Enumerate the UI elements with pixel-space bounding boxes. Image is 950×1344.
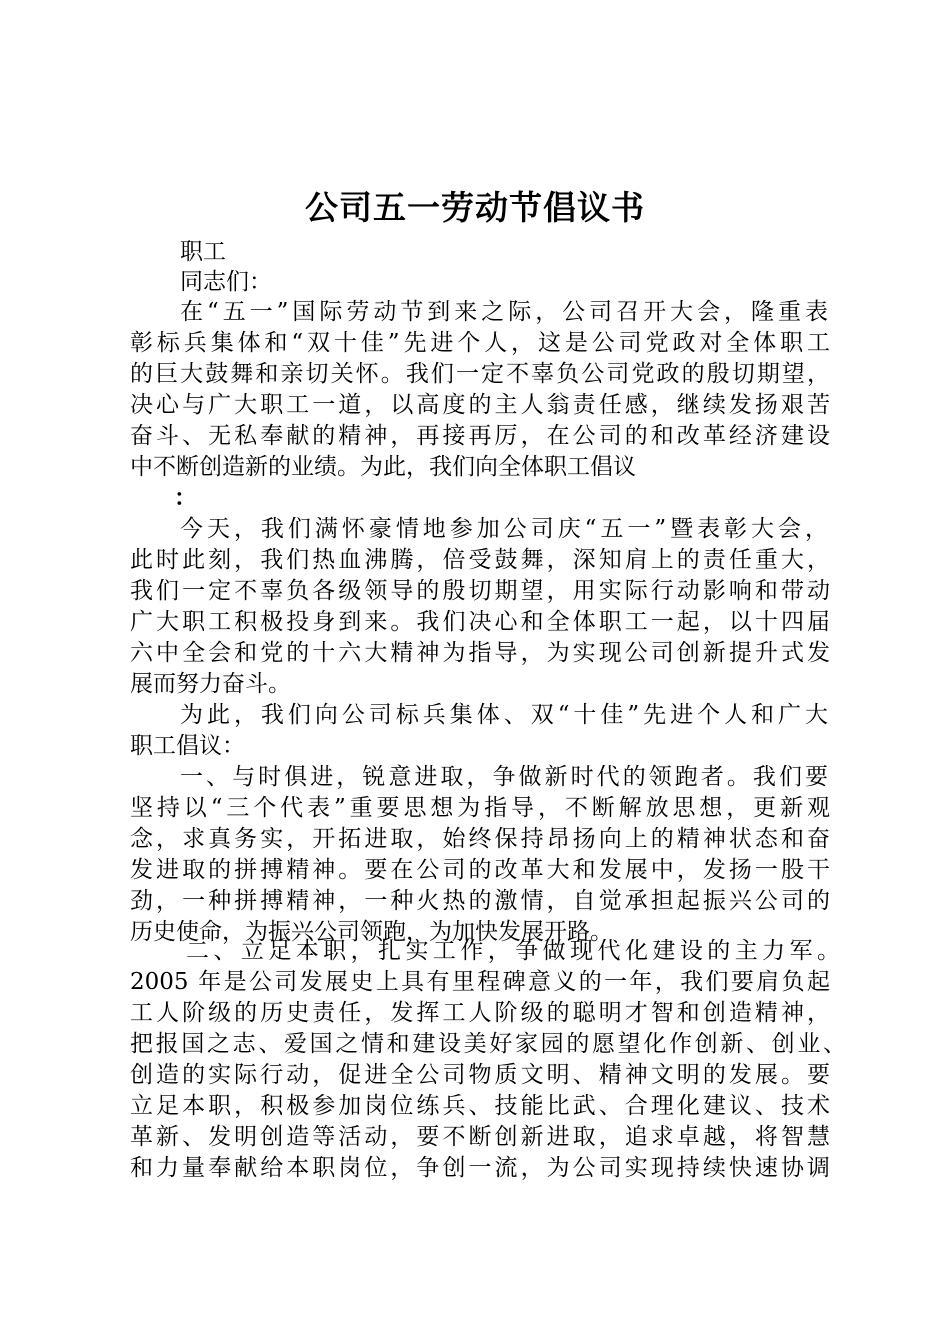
text-line: 劲，一种拼搏精神，一种火热的激情，自觉承担起振兴公司的: [130, 888, 830, 914]
text-line: 2005 年是公司发展史上具有里程碑意义的一年，我们要肩负起: [130, 969, 830, 995]
salutation-line: 职工: [180, 239, 226, 265]
text-line: 为此，我们向公司标兵集体、双“十佳”先进个人和广大: [180, 702, 828, 728]
text-line: 创造的实际行动，促进全公司物质文明、精神文明的发展。要: [130, 1062, 830, 1088]
text-line: 坚持以“三个代表”重要思想为指导，不断解放思想，更新观: [130, 795, 830, 821]
text-line: 职工倡议：: [130, 733, 245, 759]
text-line: 把报国之志、爱国之情和建设美好家园的愿望化作创新、创业、: [130, 1031, 846, 1057]
text-line: ：: [174, 484, 197, 511]
text-line: 决心与广大职工一道，以高度的主人翁责任感，继续发扬艰苦: [130, 392, 830, 418]
text-line: 此时此刻，我们热血沸腾，倍受鼓舞，深知肩上的责任重大，: [130, 547, 830, 573]
document-title: 公司五一劳动节倡议书: [305, 188, 645, 227]
text-line: 彰标兵集体和“双十佳”先进个人，这是公司党政对全体职工: [130, 330, 830, 356]
text-line: 工人阶级的历史责任，发挥工人阶级的聪明才智和创造精神，: [130, 1000, 830, 1026]
text-line: 我们一定不辜负各级领导的殷切期望，用实际行动影响和带动: [130, 578, 830, 604]
text-line: 革新、发明创造等活动，要不断创新进取，追求卓越，将智慧: [130, 1124, 830, 1150]
text-line: 和力量奉献给本职岗位，争创一流，为公司实现持续快速协调: [130, 1155, 830, 1181]
text-line: 念，求真务实，开拓进取，始终保持昂扬向上的精神状态和奋: [130, 826, 830, 852]
text-line: 六中全会和党的十六大精神为指导，为实现公司创新提升式发: [130, 640, 830, 666]
text-line: 在“五一”国际劳动节到来之际，公司召开大会，隆重表: [180, 299, 828, 325]
text-line: 的巨大鼓舞和亲切关怀。我们一定不辜负公司党政的殷切期望，: [130, 361, 830, 387]
text-line: 一、与时俱进，锐意进取，争做新时代的领跑者。我们要: [180, 764, 828, 790]
text-line: 发进取的拼搏精神。要在公司的改革大和发展中，发扬一股干: [130, 857, 830, 883]
text-line: 广大职工积极投身到来。我们决心和全体职工一起，以十四届: [130, 609, 830, 635]
text-line: 展而努力奋斗。: [130, 671, 291, 697]
text-line: 二、立足本职，扎实工作，争做现代化建设的主力军。: [186, 938, 840, 964]
text-line: 奋斗、无私奉献的精神，再接再厉，在公司的和改革经济建设: [130, 423, 830, 449]
text-line: 今天，我们满怀豪情地参加公司庆“五一”暨表彰大会，: [180, 516, 828, 542]
text-line: 历史使命，为振兴公司领跑，为加快发展开路。: [130, 919, 613, 945]
text-line: 立足本职，积极参加岗位练兵、技能比武、合理化建议、技术: [130, 1093, 830, 1119]
salutation-line: 同志们：: [180, 269, 272, 295]
text-line: 中不断创造新的业绩。为此，我们向全体职工倡议: [130, 454, 636, 480]
